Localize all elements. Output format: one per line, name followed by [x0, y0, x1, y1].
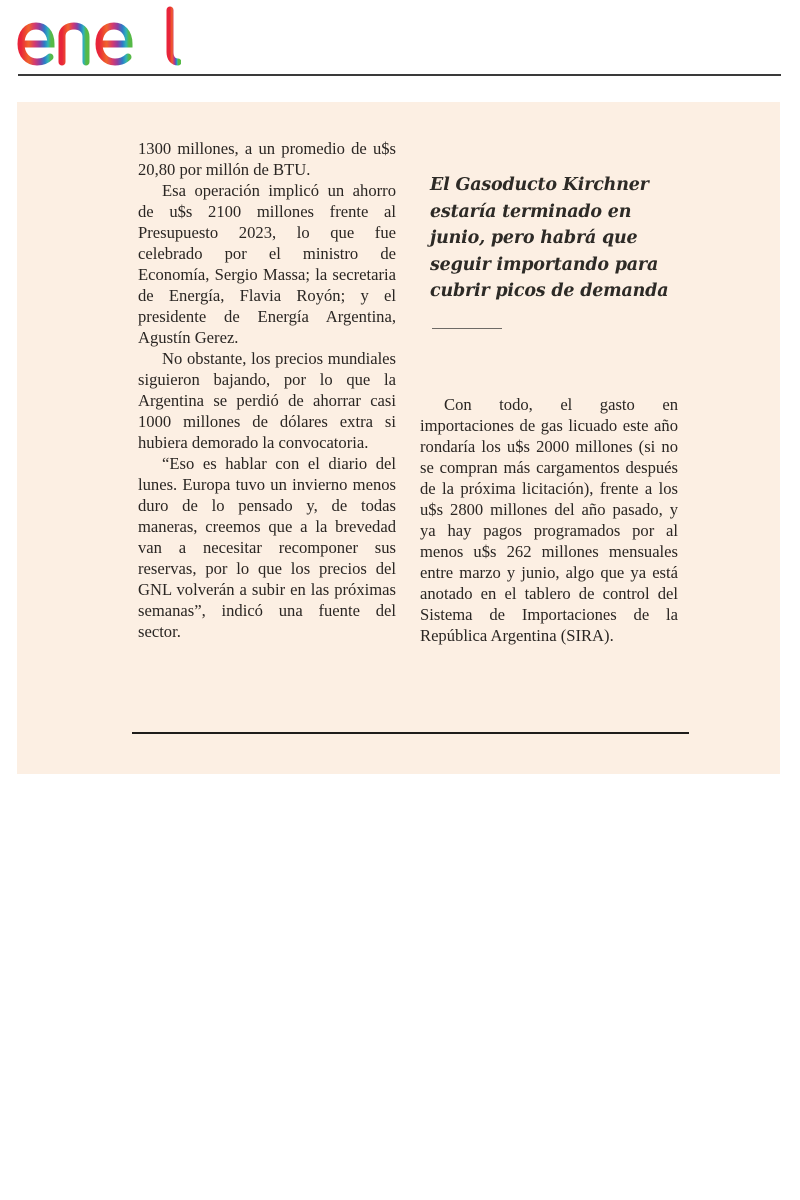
right-column — [420, 394, 678, 646]
left-paragraph: “Eso es hablar con el diario del lunes. Europa tuvo un invierno menos duro de lo pensado y, de todas maneras, creemos que a la brevedad van a necesitar recomponer sus reservas, por lo que los precios del GNL volverán a subir en las próximas semanas”, indicó una fuente del sector. — [138, 454, 396, 641]
header-divider — [18, 74, 781, 76]
article-headline: El Gasoducto Kirchner estaría terminado en junio, pero habrá que seguir importando para cubrir picos de demanda — [430, 175, 669, 301]
article-end-rule — [132, 732, 689, 734]
left-paragraph: No obstante, los precios mundiales siguieron bajando, por lo que la Argentina se perdió de ahorrar casi 1000 millones de dólares extra si hubiera demorado la convocatoria. — [138, 349, 396, 452]
headline-divider — [432, 328, 502, 329]
enel-logo — [16, 4, 181, 66]
page-header — [0, 0, 800, 76]
right-paragraph: Con todo, el gasto en importaciones de gas licuado este año rondaría los u$s 2000 millones (si no se compran más cargamentos después de la próxima licitación), frente a los u$s 2800 millones del año pasado, y ya hay pagos programados por al menos u$s 262 millones mensuales entre marzo y junio, algo que ya está anotado en el tablero de control del Sistema de Importaciones de la República Argentina (SIRA). — [420, 395, 678, 645]
left-paragraph: 1300 millones, a un promedio de u$s 20,80 por millón de BTU. — [138, 139, 396, 179]
left-paragraph: Esa operación implicó un ahorro de u$s 2100 millones frente al Presupuesto 2023, lo que fue celebrado por el ministro de Economía, Sergio Massa; la secretaria de Energía, Flavia Royón; y el presidente de Energía Argentina, Agustín Gerez. — [138, 181, 396, 347]
left-column — [138, 138, 396, 642]
